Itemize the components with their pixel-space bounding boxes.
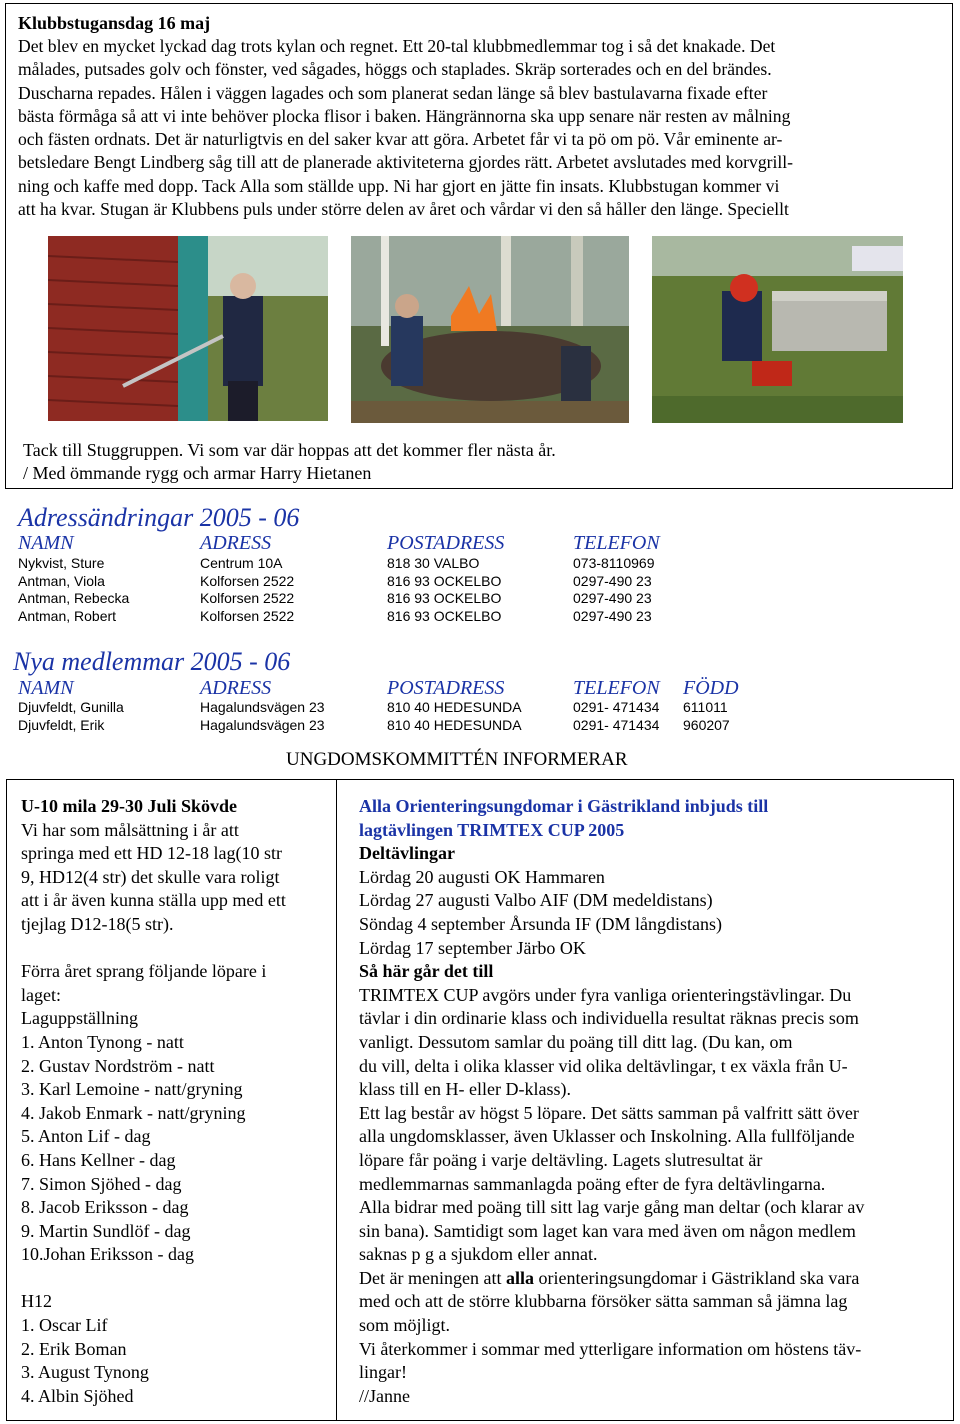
left-column bbox=[21, 795, 331, 1408]
right-line: vanligt. Dessutom samlar du poäng till ditt lag. (Du kan, om bbox=[359, 1031, 793, 1052]
photo-chainsaw bbox=[652, 236, 903, 423]
article-line: Det blev en mycket lyckad dag trots kylan och regnet. Ett 20-tal klubbmedlemmar tog i så det knakade. Det bbox=[18, 36, 776, 56]
member-row-street: Hagalundsvägen 23 bbox=[200, 717, 325, 733]
col-header-phone: TELEFON bbox=[573, 532, 660, 554]
col-header-address: ADRESS bbox=[200, 677, 272, 699]
address-row-postal: 816 93 OCKELBO bbox=[387, 573, 502, 589]
address-row-name: Antman, Rebecka bbox=[18, 590, 130, 606]
right-line: Alla bidrar med poäng till sitt lag varje gång man deltar (och klarar av bbox=[359, 1197, 865, 1218]
right-line: klass till en H- eller D-klass). bbox=[359, 1079, 571, 1100]
article-line: ning och kaffe med dopp. Tack Alla som ställde upp. Ni har gjort en jätte fin insats. Klubbstugan kommer vi bbox=[18, 175, 780, 196]
right-line: löpare får poäng i varje deltävling. Lagets slutresultat är bbox=[359, 1149, 763, 1170]
left-line: 2. Erik Boman bbox=[21, 1338, 127, 1359]
address-row-postal: 816 93 OCKELBO bbox=[387, 590, 502, 606]
photo-bonfire bbox=[351, 236, 629, 423]
member-row-phone: 0291- 471434 bbox=[573, 717, 660, 733]
left-line: H12 bbox=[21, 1291, 52, 1312]
column-divider bbox=[336, 779, 337, 1421]
alla-pre: Det är meningen att bbox=[359, 1267, 506, 1288]
article-title: Klubbstugansdag 16 maj bbox=[18, 13, 211, 33]
left-line: 3. Karl Lemoine - natt/gryning bbox=[21, 1079, 243, 1100]
left-line: 5. Anton Lif - dag bbox=[21, 1126, 151, 1147]
address-row-name: Antman, Viola bbox=[18, 573, 105, 589]
address-row-postal: 818 30 VALBO bbox=[387, 555, 480, 571]
left-line: 9. Martin Sundlöf - dag bbox=[21, 1220, 191, 1241]
left-line: 7. Simon Sjöhed - dag bbox=[21, 1173, 182, 1194]
member-row-postal: 810 40 HEDESUNDA bbox=[387, 717, 522, 733]
left-line: 4. Albin Sjöhed bbox=[21, 1385, 134, 1406]
right-line-alla bbox=[359, 1267, 944, 1291]
address-row-name: Nykvist, Sture bbox=[18, 555, 105, 571]
address-changes-title: Adressändringar 2005 - 06 bbox=[18, 503, 300, 532]
left-title: U-10 mila 29-30 Juli Skövde bbox=[21, 796, 238, 816]
left-line: att i år även kunna ställa upp med ett bbox=[21, 890, 286, 911]
article-line: målades, putsades golv och fönster, ved sågades, höggs och staplades. Skräp sorterades och en del brändes. bbox=[18, 59, 772, 80]
col-header-born: FÖDD bbox=[683, 677, 739, 699]
article-body bbox=[18, 35, 943, 221]
right-line: TRIMTEX CUP avgörs under fyra vanliga orienteringstävlingar. Du bbox=[359, 984, 852, 1005]
article-line: Duscharna repades. Hålen i väggen lagades och som planerat sedan länge så blev bastulavarna fixade efter bbox=[18, 82, 768, 103]
right-line: Ett lag består av högst 5 löpare. Det sätts samman på valfritt sätt över bbox=[359, 1102, 859, 1123]
right-line: tävlar i din ordinarie klass och individuella resultat räknas precis som bbox=[359, 1008, 859, 1029]
address-row-phone: 073-8110969 bbox=[573, 555, 655, 571]
left-line: 4. Jakob Enmark - natt/gryning bbox=[21, 1102, 246, 1123]
col-header-postaddress: POSTADRESS bbox=[387, 532, 505, 554]
right-line: alla ungdomsklasser, även Uklasser och Inskolning. Alla fullföljande bbox=[359, 1126, 855, 1147]
address-row-street: Kolforsen 2522 bbox=[200, 590, 295, 606]
right-title: Alla Orienteringsungdomar i Gästrikland inbjuds till bbox=[359, 796, 769, 816]
left-line: springa med ett HD 12-18 lag(10 str bbox=[21, 843, 282, 864]
alla-bold: alla bbox=[505, 1267, 534, 1288]
member-row-street: Hagalundsvägen 23 bbox=[200, 699, 325, 715]
signature-line: / Med ömmande rygg och armar Harry Hietanen bbox=[23, 463, 372, 483]
right-line: du vill, delta i olika klasser vid olika deltävlingar, t ex växla från U- bbox=[359, 1055, 848, 1076]
article-line: och fästen ordnats. Det är naturligtvis en del saker kvar att göra. Arbetet får vi ta pö om pö. Vår eminente ar- bbox=[18, 129, 783, 150]
address-row-street: Centrum 10A bbox=[200, 555, 283, 571]
left-line: 9, HD12(4 str) det skulle vara roligt bbox=[21, 866, 280, 887]
article-line: bästa förmåga så att vi inte behöver plocka flisor i baken. Hängrännorna ska upp senare när resten av målning bbox=[18, 105, 791, 126]
member-row-born: 960207 bbox=[683, 717, 730, 733]
left-line: Förra året sprang följande löpare i bbox=[21, 961, 267, 982]
left-line: 8. Jacob Eriksson - dag bbox=[21, 1197, 189, 1218]
alla-post: orienteringsungdomar i Gästrikland ska vara bbox=[533, 1267, 860, 1288]
member-row-postal: 810 40 HEDESUNDA bbox=[387, 699, 522, 715]
member-row-name: Djuvfeldt, Gunilla bbox=[18, 699, 124, 715]
right-line: Vi återkommer i sommar med ytterligare information om höstens täv- bbox=[359, 1338, 862, 1359]
left-line bbox=[21, 1267, 331, 1291]
address-row-name: Antman, Robert bbox=[18, 608, 117, 624]
right-subheading: Deltävlingar bbox=[359, 843, 455, 864]
address-row-phone: 0297-490 23 bbox=[573, 573, 652, 589]
left-line: 1. Oscar Lif bbox=[21, 1315, 108, 1336]
right-line: som möjligt. bbox=[359, 1315, 451, 1336]
right-line: medlemmarnas sammanlagda poäng efter de fyra deltävlingarna. bbox=[359, 1173, 826, 1194]
thanks-line: Tack till Stuggruppen. Vi som var där hoppas att det kommer fler nästa år. bbox=[23, 440, 556, 460]
left-line: 2. Gustav Nordström - natt bbox=[21, 1055, 215, 1076]
address-row-phone: 0297-490 23 bbox=[573, 608, 652, 624]
right-subheading: Så här går det till bbox=[359, 961, 494, 982]
col-header-name: NAMN bbox=[18, 677, 74, 699]
left-line: Laguppställning bbox=[21, 1008, 138, 1029]
event-line: Söndag 4 september Årsunda IF (DM långdistans) bbox=[359, 913, 722, 934]
event-line: Lördag 20 augusti OK Hammaren bbox=[359, 866, 605, 887]
event-line: Lördag 17 september Järbo OK bbox=[359, 937, 586, 958]
left-line: 6. Hans Kellner - dag bbox=[21, 1149, 176, 1170]
article-line: att ha kvar. Stugan är Klubbens puls under större delen av året och vårdar vi den så håller den länge. Speciellt bbox=[18, 199, 789, 220]
left-line: tjejlag D12-18(5 str). bbox=[21, 913, 174, 934]
address-row-street: Kolforsen 2522 bbox=[200, 608, 295, 624]
left-line: Vi har som målsättning i år att bbox=[21, 819, 239, 840]
left-line bbox=[21, 937, 331, 961]
right-line: //Janne bbox=[359, 1385, 410, 1406]
photo-painting-wall bbox=[48, 236, 328, 421]
right-line: saknas p g a sjukdom eller annat. bbox=[359, 1244, 598, 1265]
left-line: 3. August Tynong bbox=[21, 1362, 149, 1383]
address-row-street: Kolforsen 2522 bbox=[200, 573, 295, 589]
col-header-name: NAMN bbox=[18, 532, 74, 554]
right-line: lingar! bbox=[359, 1362, 407, 1383]
left-line: 1. Anton Tynong - natt bbox=[21, 1031, 184, 1052]
article-line: betsledare Bengt Lindberg såg till att de planerade aktiviteterna gjordes rätt. Arbetet avslutades med korvgrill- bbox=[18, 152, 794, 173]
member-row-born: 611011 bbox=[683, 699, 728, 715]
event-line: Lördag 27 augusti Valbo AIF (DM medeldistans) bbox=[359, 890, 713, 911]
right-title: lagtävlingen TRIMTEX CUP 2005 bbox=[359, 819, 625, 840]
member-row-phone: 0291- 471434 bbox=[573, 699, 660, 715]
new-members-title: Nya medlemmar 2005 - 06 bbox=[13, 647, 291, 676]
right-column bbox=[359, 795, 944, 1408]
member-row-name: Djuvfeldt, Erik bbox=[18, 717, 105, 733]
left-line: 10.Johan Eriksson - dag bbox=[21, 1244, 194, 1265]
col-header-address: ADRESS bbox=[200, 532, 272, 554]
right-line: sin bana). Samtidigt som laget kan vara med även om någon medlem bbox=[359, 1220, 856, 1241]
address-row-postal: 816 93 OCKELBO bbox=[387, 608, 502, 624]
address-row-phone: 0297-490 23 bbox=[573, 590, 652, 606]
youth-heading: UNGDOMSKOMMITTÉN INFORMERAR bbox=[286, 749, 628, 770]
right-line: med och att de större klubbarna försöker sätta samman så jämna lag bbox=[359, 1291, 848, 1312]
col-header-postaddress: POSTADRESS bbox=[387, 677, 505, 699]
left-line: laget: bbox=[21, 984, 61, 1005]
col-header-phone: TELEFON bbox=[573, 677, 660, 699]
